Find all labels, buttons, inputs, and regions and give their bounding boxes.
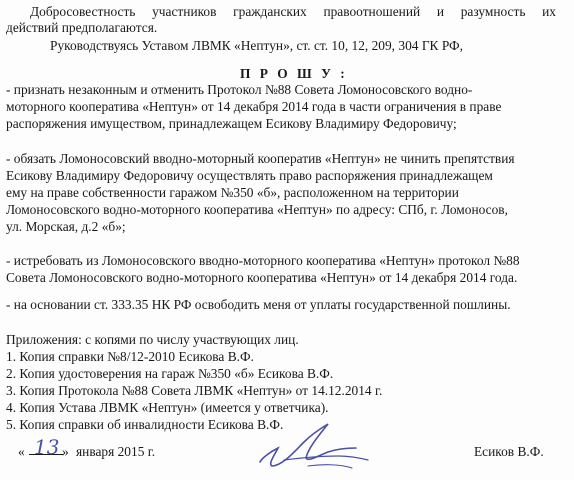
- date-quote-close: »: [62, 444, 69, 459]
- attachments-heading: Приложения: с копями по числу участвующих лиц.: [6, 332, 299, 347]
- request-2-line-2: Есикову Владимиру Федоровичу осуществлять право распоряжения принадлежащем: [6, 168, 493, 183]
- date-quote-open: «: [18, 444, 25, 459]
- request-1-line-3: распоряжения имуществом, принадлежащем Есикову Владимиру Федоровичу;: [6, 116, 457, 131]
- signature-icon: [248, 412, 378, 480]
- document-title: П Р О Ш У :: [240, 66, 348, 81]
- request-3-line-2: Совета Ломоносовского водно-моторного кооператива «Нептун» от 14 декабря 2014 года.: [6, 270, 518, 285]
- request-1-line-1: - признать незаконным и отменить Протокол №88 Совета Ломоносовского водно-: [6, 82, 473, 97]
- attachment-item-1: 1. Копия справки №8/12-2010 Есикова В.Ф.: [6, 349, 254, 364]
- request-2-line-5: ул. Морская, д.2 «б»;: [6, 219, 126, 234]
- attachment-item-3: 3. Копия Протокола №88 Совета ЛВМК «Нептун» от 14.12.2014 г.: [6, 383, 383, 398]
- intro-line-1: Добросовестность участников гражданских правоотношений и разумность их: [30, 4, 556, 19]
- intro-line-2: действий предполагаются.: [6, 20, 158, 35]
- attachment-item-4: 4. Копия Устава ЛВМК «Нептун» (имеется у ответчика).: [6, 400, 329, 415]
- attachment-item-2: 2. Копия удостоверения на гараж №350 «б» Есикова В.Ф.: [6, 366, 334, 381]
- request-3-line-1: - истребовать из Ломоносовского вводно-моторного кооператива «Нептун» протокол №88: [6, 253, 520, 268]
- request-2-line-3: ему на праве собственности гаражом №350 «б», расположенном на территории: [6, 185, 459, 200]
- signer-name: Есиков В.Ф.: [474, 444, 544, 459]
- intro-line-3: Руководствуясь Уставом ЛВМК «Нептун», ст. ст. 10, 12, 209, 304 ГК РФ,: [50, 38, 463, 53]
- request-2-line-4: Ломоносовского водно-моторного кооператива «Нептун» по адресу: СПб, г. Ломоносов,: [6, 202, 508, 217]
- request-1-line-2: моторного кооператива «Нептун» от 14 декабря 2014 года в части ограничения в праве: [6, 99, 502, 114]
- attachment-item-5: 5. Копия справки об инвалидности Есикова В.Ф.: [6, 417, 284, 432]
- date-month-year: января 2015 г.: [76, 444, 156, 459]
- request-4-line-1: - на основании ст. 333.35 НК РФ освободить меня от уплаты государственной пошлины.: [6, 297, 511, 312]
- date-day-handwritten: 13: [34, 435, 60, 459]
- request-2-line-1: - обязать Ломоносовский вводно-моторный кооператив «Нептун» не чинить препятствия: [6, 151, 515, 166]
